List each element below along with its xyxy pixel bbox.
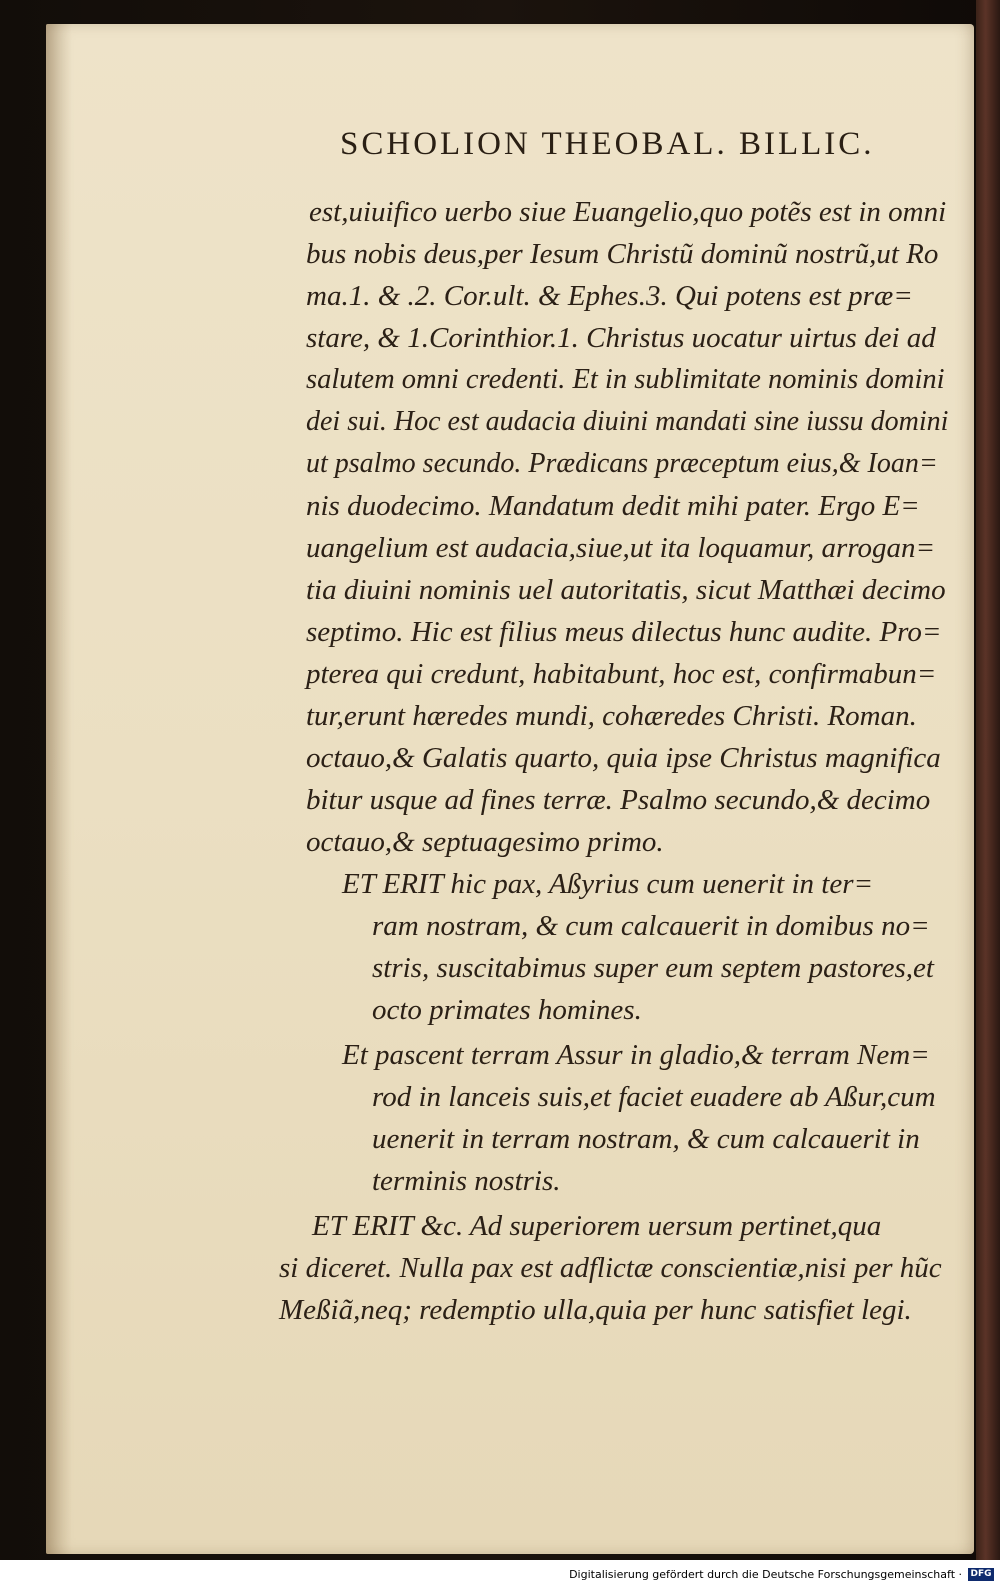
scripture-line: ram nostram, & cum calcauerit in domibus no= — [372, 910, 930, 942]
text-line: ma.1. & .2. Cor.ult. & Ephes.3. Qui potens est præ= — [306, 280, 913, 312]
commentary-line: ET ERIT &c. Ad superiorem uersum pertinet,qua — [312, 1210, 882, 1242]
dfg-logo-icon: DFG — [968, 1568, 994, 1581]
scripture-line: terminis nostris. — [372, 1165, 561, 1197]
running-header: SCHOLION THEOBAL. BILLIC. — [340, 126, 875, 162]
text-line: bitur usque ad fines terræ. Psalmo secundo,& decimo — [306, 784, 931, 816]
text-line: stare, & 1.Corinthior.1. Christus uocatur uirtus dei ad — [306, 322, 936, 354]
scripture-line: Et pascent terram Assur in gladio,& terram Nem= — [342, 1039, 930, 1071]
text-line: uangelium est audacia,siue,ut ita loquamur, arrogan= — [306, 532, 936, 564]
digitization-footer — [0, 1560, 1000, 1590]
text-line: pterea qui credunt, habitabunt, hoc est, confirmabun= — [306, 658, 937, 690]
text-line: dei sui. Hoc est audacia diuini mandati sine iussu domini — [306, 406, 949, 437]
text-line: octauo,& Galatis quarto, quia ipse Christus magnifica — [306, 742, 941, 774]
text-line: octauo,& septuagesimo primo. — [306, 826, 664, 858]
scripture-line: stris, suscitabimus super eum septem pastores,et — [372, 952, 934, 984]
footer-credit: Digitalisierung gefördert durch die Deutsche Forschungsgemeinschaft · — [569, 1568, 962, 1581]
commentary-line: Meßiã,neq; redemptio ulla,quia per hunc satisfiet legi. — [279, 1294, 912, 1326]
scripture-line: uenerit in terram nostram, & cum calcauerit in — [372, 1123, 920, 1155]
commentary-line: si diceret. Nulla pax est adflictæ conscientiæ,nisi per hũc — [279, 1252, 942, 1284]
text-line: bus nobis deus,per Iesum Christũ dominũ nostrũ,ut Ro — [306, 238, 939, 270]
text-line: septimo. Hic est filius meus dilectus hunc audite. Pro= — [306, 616, 942, 648]
scripture-line: rod in lanceis suis,et faciet euadere ab Aßur,cum — [372, 1081, 936, 1113]
scripture-line: octo primates homines. — [372, 994, 642, 1026]
text-line: tur,erunt hæredes mundi, cohæredes Christi. Roman. — [306, 700, 917, 732]
text-line: salutem omni credenti. Et in sublimitate nominis domini — [306, 364, 945, 395]
scripture-line: ET ERIT hic pax, Aßyrius cum uenerit in ter= — [342, 868, 874, 900]
text-line: tia diuini nominis uel autoritatis, sicut Matthæi decimo — [306, 574, 946, 606]
book-edge — [976, 0, 1000, 1560]
text-line: ut psalmo secundo. Prædicans præceptum eius,& Ioan= — [306, 448, 938, 479]
text-line: est,uiuifico uerbo siue Euangelio,quo potẽs est in omni — [309, 196, 947, 228]
text-line: nis duodecimo. Mandatum dedit mihi pater. Ergo E= — [306, 490, 920, 522]
